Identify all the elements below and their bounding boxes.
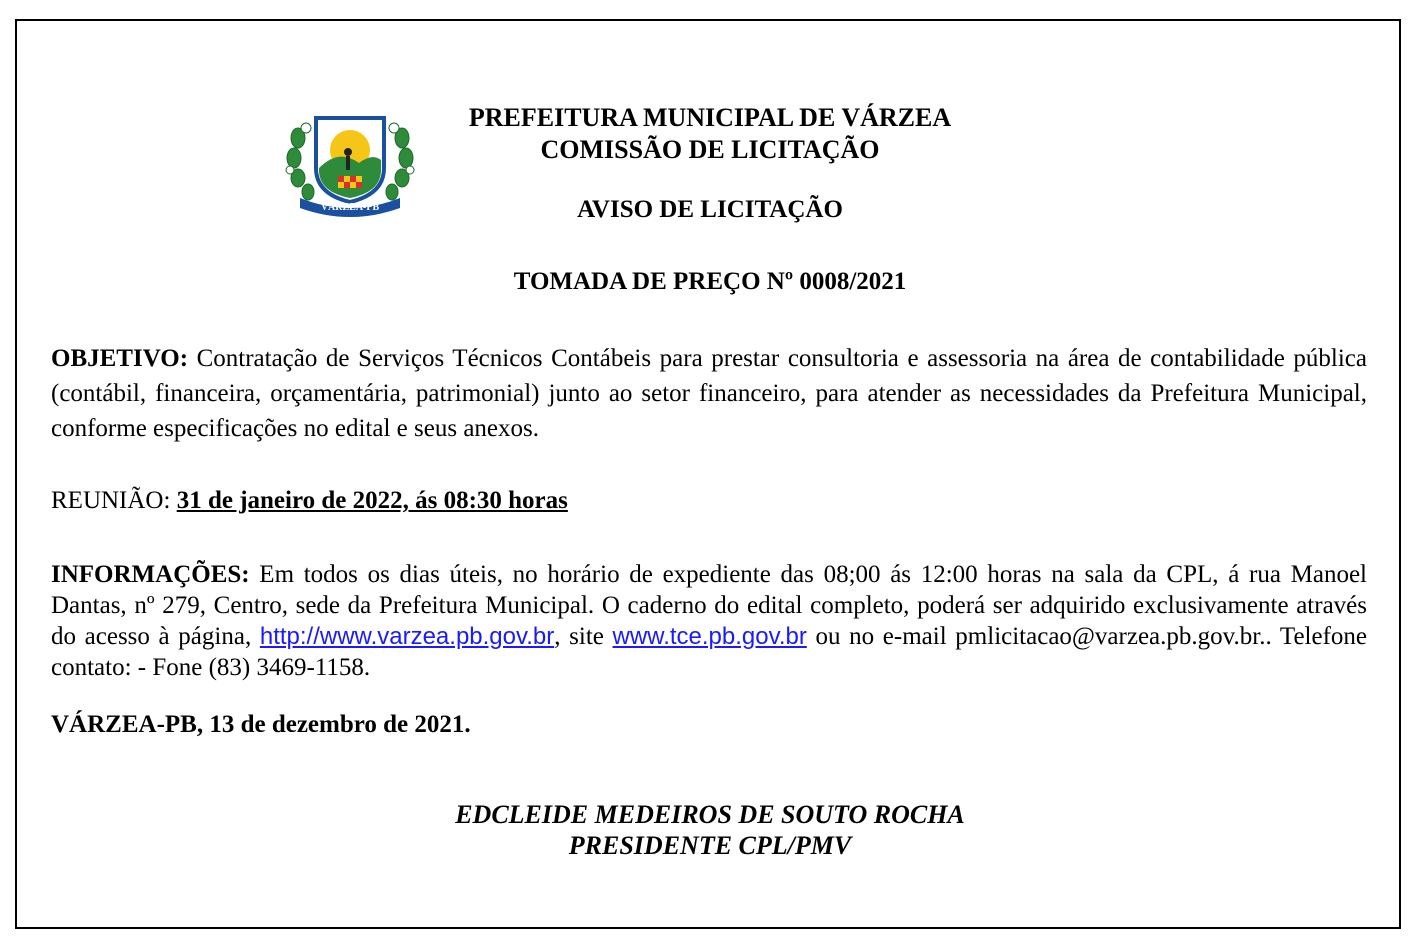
- objetivo-text: Contratação de Serviços Técnicos Contábeis para prestar consultoria e assessoria na área de contabilidade pública (contábil, financeira, orçamentária, patrimonial) junto ao setor financeiro, para atender as necessidades da Prefeitura Municipal, conforme especificações no edital e seus anexos.: [51, 345, 1367, 442]
- informacoes-text-1: Em todos os dias úteis, no horário de expediente das 08;00 ás 12:00 horas na sala da CPL, á rua Manoel Dantas, nº 279, Centro, sede da Prefeitura Municipal. O caderno do edital completo, poderá ser adquirido exclusivamente através do acesso à página,: [51, 561, 1367, 650]
- signature-role: PRESIDENTE CPL/PMV: [568, 831, 852, 860]
- objetivo-label: OBJETIVO:: [51, 345, 189, 372]
- reuniao-paragraph: [51, 483, 1367, 518]
- informacoes-text-2: , site: [554, 623, 613, 650]
- notice-title: AVISO DE LICITAÇÃO: [577, 196, 843, 223]
- dateline: VÁRZEA-PB, 13 de dezembro de 2021.: [51, 711, 471, 738]
- crest-banner-text: VÁRZEA-PB: [320, 202, 380, 213]
- varzea-site-link[interactable]: http://www.varzea.pb.gov.br: [259, 623, 555, 650]
- informacoes-text-3: ou no e-mail pmlicitacao@varzea.pb.gov.br.. Telefone contato: - Fone (83) 3469-1158.: [51, 623, 1368, 681]
- reuniao-date: 31 de janeiro de 2022, ás 08:30 horas: [176, 487, 568, 514]
- informacoes-label: INFORMAÇÕES:: [51, 561, 250, 588]
- tce-site-link[interactable]: www.tce.pb.gov.br: [612, 623, 807, 650]
- header-line-1: PREFEITURA MUNICIPAL DE VÁRZEA: [468, 103, 952, 132]
- header-line-2: COMISSÃO DE LICITAÇÃO: [540, 135, 880, 164]
- reuniao-label: REUNIÃO:: [51, 487, 177, 514]
- objetivo-paragraph: [51, 341, 1367, 446]
- notice-number: TOMADA DE PREÇO Nº 0008/2021: [513, 268, 907, 295]
- checker-base-icon: [338, 176, 362, 188]
- informacoes-paragraph: [51, 559, 1367, 683]
- signature-name: EDCLEIDE MEDEIROS DE SOUTO ROCHA: [455, 800, 965, 829]
- laurel-left-icon: [286, 123, 314, 200]
